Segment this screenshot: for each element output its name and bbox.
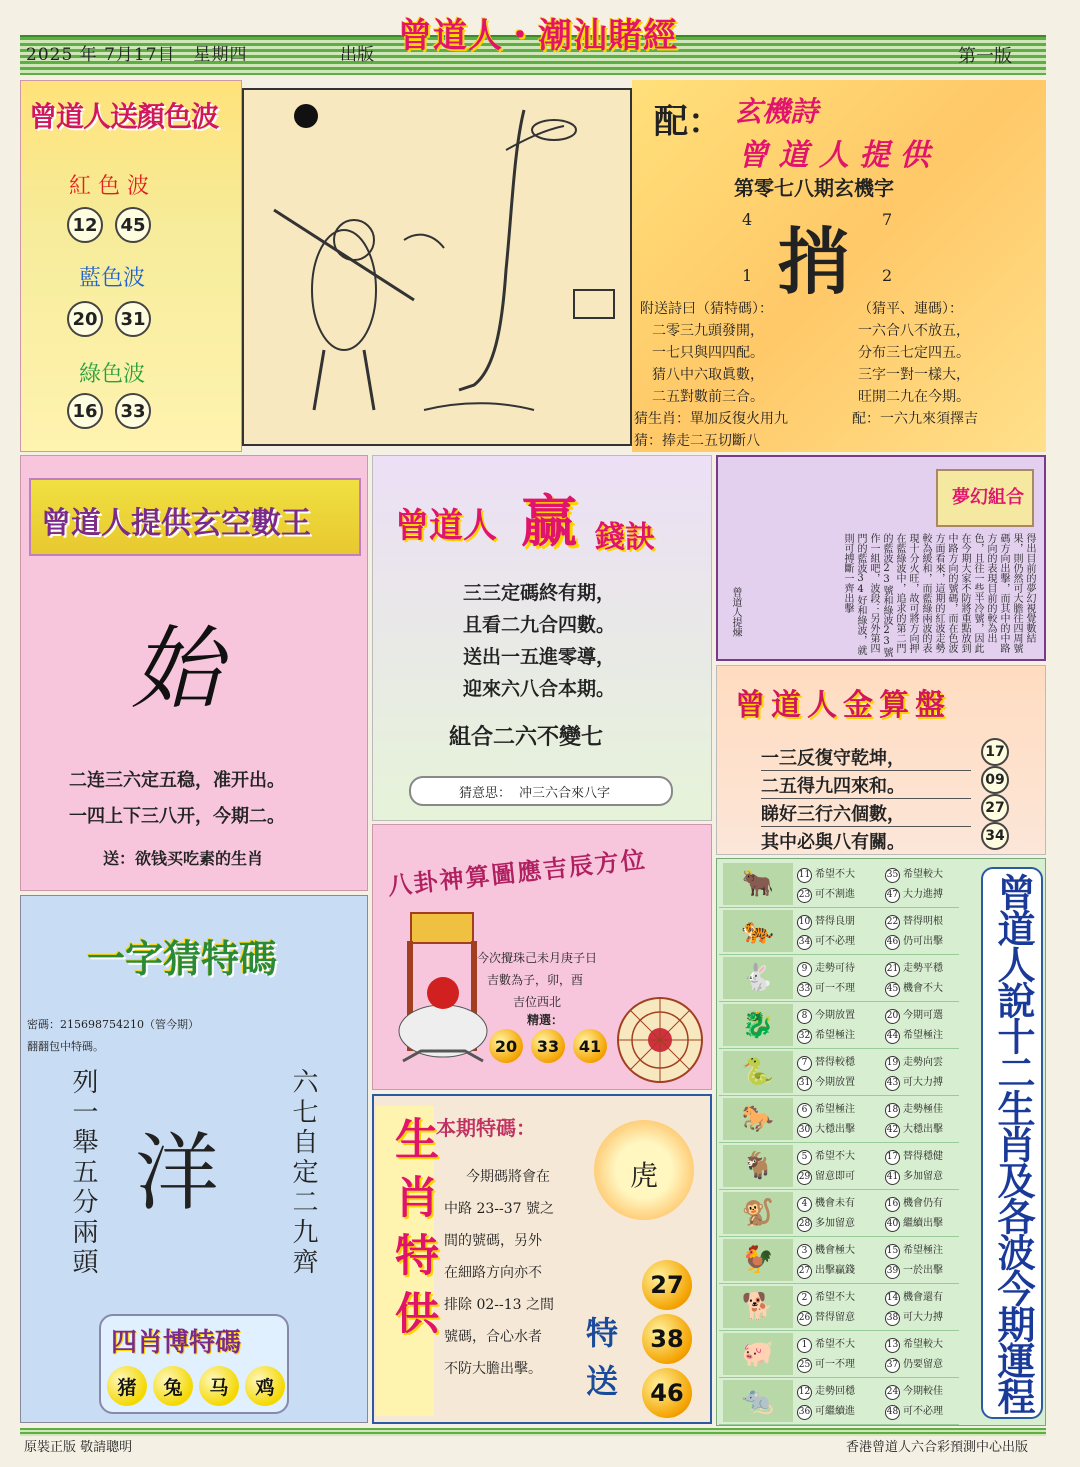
right-poem-line: 旺開二九在今期。 (858, 389, 970, 405)
zodiac-text: 走勢回穩 (815, 1386, 855, 1397)
zodiac-number: 47 (885, 888, 900, 903)
zodiac-cell (797, 912, 855, 930)
right-poem-line: 一六合八不放五， (858, 323, 970, 339)
zodiac-number: 3 (797, 1244, 812, 1259)
abacus-title: 曾道人金算盤 (735, 688, 951, 723)
zodiac-cell (797, 1100, 855, 1118)
bagua-panel (372, 824, 712, 1090)
zodiac-number: 30 (797, 1123, 812, 1138)
zodiac-text: 希望較大 (903, 1339, 943, 1350)
zodiac-row (719, 1284, 959, 1331)
win-line: 迎來六八合本期。 (463, 678, 616, 700)
bagua-pick-ball: 20 (489, 1029, 523, 1063)
ox-icon: 🐂 (723, 863, 793, 905)
zodiac-cell (885, 1120, 943, 1138)
zodiac-number: 34 (797, 935, 812, 950)
zodiac-cell (885, 979, 943, 997)
provider-label: 曾 道 人 提 供 (738, 138, 930, 173)
zodiac-text: 機會未有 (815, 1198, 855, 1209)
xuankong-panel (20, 455, 368, 891)
zodiac-cell (885, 885, 943, 903)
one-char-title: 一字猜特碼 (87, 936, 278, 981)
zodiac-text: 可大力搏 (903, 1312, 943, 1323)
animal-special-panel (372, 1094, 712, 1424)
xuankong-line-2: 一四上下三八开，今期二。 (69, 806, 285, 827)
zodiac-text: 機會極大 (815, 1245, 855, 1256)
zodiac-row (719, 908, 959, 955)
zodiac-number: 39 (885, 1264, 900, 1279)
zodiac-text: 希望不大 (815, 869, 855, 880)
poem-panel (632, 80, 1046, 452)
special-text: 排除 02--13 之間 (444, 1297, 554, 1313)
zodiac-cell (885, 1026, 943, 1044)
zodiac-number: 36 (797, 1405, 812, 1420)
zodiac-title: 曾道人說十二生肖及各波今期運程 (991, 873, 1036, 1413)
zodiac-text: 大穩出擊 (903, 1124, 943, 1135)
left-poem-line: 一七只與四四配。 (652, 345, 764, 361)
zodiac-cell (885, 1100, 943, 1118)
four-animal-ball: 猪 (107, 1366, 147, 1406)
sketch-illustration (242, 88, 632, 446)
left-poem-line: 猜八中六取眞數， (652, 367, 764, 383)
zodiac-cell (797, 885, 855, 903)
zodiac-cell (797, 1006, 855, 1024)
zodiac-text: 希望不大 (815, 1292, 855, 1303)
zodiac-cell (797, 1053, 855, 1071)
zodiac-number: 38 (885, 1311, 900, 1326)
zodiac-text: 替得良朋 (815, 916, 855, 927)
footer-right: 香港曾道人六合彩預測中心出版 (846, 1440, 1029, 1455)
dream-signature: 曾道人提煉 (730, 587, 741, 637)
bagua-compass-icon (613, 993, 707, 1087)
right-poem-line: 三字一對一樣大， (858, 367, 970, 383)
bagua-line-1: 今次攪珠己未月庚子日 (477, 951, 598, 965)
zodiac-number: 45 (885, 982, 900, 997)
zodiac-cell (797, 1214, 855, 1232)
zodiac-number: 24 (885, 1385, 900, 1400)
bagua-line-2: 吉數為子，卯，酉 (487, 973, 584, 987)
zodiac-row (719, 861, 959, 908)
zodiac-number: 14 (885, 1291, 900, 1306)
zodiac-cell (885, 1288, 943, 1306)
xuankong-line-1: 二连三六定五稳，准开出。 (69, 770, 285, 791)
zodiac-cell (885, 1335, 943, 1353)
zodiac-cell (885, 1214, 943, 1232)
zodiac-text: 走勢極佳 (903, 1104, 943, 1115)
red-ball-1: 12 (67, 207, 103, 243)
zodiac-number: 7 (797, 1056, 812, 1071)
zodiac-number: 19 (885, 1056, 900, 1071)
special-text: 間的號碼，另外 (444, 1233, 542, 1249)
zodiac-row (719, 1190, 959, 1237)
zodiac-text: 走勢可待 (815, 963, 855, 974)
corner-num-bl: 1 (742, 266, 753, 285)
pei-line: 配：一六九來須擇吉 (852, 411, 978, 427)
zodiac-row (719, 1378, 959, 1425)
zodiac-panel (716, 858, 1046, 1426)
zodiac-number: 17 (885, 1150, 900, 1165)
zodiac-text: 仍要留意 (903, 1359, 943, 1370)
zodiac-number: 28 (797, 1217, 812, 1232)
zodiac-text: 希望極注 (815, 1030, 855, 1041)
te-label: 特 (586, 1314, 619, 1352)
zodiac-number: 5 (797, 1150, 812, 1165)
zodiac-row (719, 1331, 959, 1378)
zodiac-number: 29 (797, 1170, 812, 1185)
zodiac-row (719, 1096, 959, 1143)
zodiac-number: 23 (797, 888, 812, 903)
zodiac-number: 43 (885, 1076, 900, 1091)
zodiac-cell (885, 1053, 943, 1071)
zodiac-text: 機會不大 (903, 983, 943, 994)
zodiac-text: 走勢向雲 (903, 1057, 943, 1068)
footer-bar (20, 1428, 1046, 1436)
zodiac-number: 6 (797, 1103, 812, 1118)
zodiac-number: 25 (797, 1358, 812, 1373)
zodiac-number: 41 (885, 1170, 900, 1185)
special-text: 不防大膽出擊。 (444, 1361, 542, 1377)
green-ball-1: 16 (67, 393, 103, 429)
zodiac-number: 48 (885, 1405, 900, 1420)
zodiac-number: 1 (797, 1338, 812, 1353)
bagua-line-3: 吉位西北 (513, 995, 562, 1009)
zodiac-text: 替得穩健 (903, 1151, 943, 1162)
abacus-line: 一三反復守乾坤， (761, 744, 971, 771)
zodiac-text: 大力進搏 (903, 889, 943, 900)
zodiac-cell (885, 1402, 943, 1420)
code-line: 密碼：215698754210（管今期） (27, 1018, 199, 1031)
guess-animal-line: 猜生肖：單加反復火用九 (634, 411, 788, 427)
zodiac-text: 今期可選 (903, 1010, 943, 1021)
zodiac-cell (797, 1167, 855, 1185)
win-title-1: 曾道人 (395, 506, 497, 546)
zodiac-cell (797, 1308, 855, 1326)
left-column-verse: 列一舉五分兩頭 (68, 1068, 98, 1278)
zodiac-text: 機會還有 (903, 1292, 943, 1303)
zodiac-cell (885, 1355, 943, 1373)
zodiac-number: 4 (797, 1197, 812, 1212)
special-num-ball: 27 (642, 1260, 692, 1310)
zodiac-number: 42 (885, 1123, 900, 1138)
zodiac-text: 希望不大 (815, 1151, 855, 1162)
zodiac-text: 替得留意 (815, 1312, 855, 1323)
zodiac-cell (885, 865, 943, 883)
four-animal-title: 四肖博特碼 (111, 1328, 242, 1358)
zodiac-text: 仍可出擊 (903, 936, 943, 947)
zodiac-number: 27 (797, 1264, 812, 1279)
zodiac-cell (885, 1382, 943, 1400)
code-line-2: 翻翻包中特碼。 (27, 1040, 104, 1053)
zodiac-text: 可繼續進 (815, 1406, 855, 1417)
zodiac-number: 35 (885, 868, 900, 883)
zodiac-number: 16 (885, 1197, 900, 1212)
special-text: 今期碼將會在 (466, 1169, 550, 1185)
pei-label: 配： (654, 102, 722, 142)
zodiac-number: 18 (885, 1103, 900, 1118)
zodiac-text: 希望不大 (815, 1339, 855, 1350)
blue-ball-2: 31 (115, 301, 151, 337)
zodiac-cell (797, 1261, 855, 1279)
zodiac-cell (885, 1006, 943, 1024)
zodiac-text: 多加留意 (903, 1171, 943, 1182)
zodiac-cell (797, 1120, 855, 1138)
zodiac-text: 替得較穩 (815, 1057, 855, 1068)
zodiac-row (719, 1002, 959, 1049)
zodiac-number: 31 (797, 1076, 812, 1091)
bagua-pick-ball: 33 (531, 1029, 565, 1063)
mystery-char: 捎 (778, 219, 851, 304)
abacus-num: 17 (981, 738, 1009, 766)
zodiac-cell (797, 1335, 855, 1353)
flower-char: 虎 (630, 1159, 659, 1192)
abacus-panel (716, 665, 1046, 855)
zodiac-text: 希望極注 (903, 1030, 943, 1041)
win-line: 且看二九合四數。 (463, 614, 616, 636)
zodiac-row (719, 1143, 959, 1190)
rat-icon: 🐀 (723, 1380, 793, 1422)
win-title-2: 赢 (521, 489, 577, 555)
color-wave-panel (20, 80, 242, 452)
xuankong-title: 曾道人提供玄空數王 (41, 506, 311, 541)
win-guess-text: 冲三六合來八字 (519, 786, 611, 801)
special-num-ball: 46 (642, 1368, 692, 1418)
zodiac-cell (885, 1167, 943, 1185)
zodiac-number: 44 (885, 1029, 900, 1044)
guess-line: 猜：捧走二五切斷八 (634, 433, 760, 449)
abacus-num: 27 (981, 794, 1009, 822)
pig-icon: 🐖 (723, 1333, 793, 1375)
zodiac-cell (885, 1147, 943, 1165)
zodiac-number: 37 (885, 1358, 900, 1373)
color-wave-title: 曾道人送顏色波 (29, 100, 219, 133)
abacus-num: 34 (981, 822, 1009, 850)
dog-icon: 🐕 (723, 1286, 793, 1328)
snake-icon: 🐍 (723, 1051, 793, 1093)
zodiac-cell (797, 1147, 855, 1165)
green-wave-label: 綠色波 (79, 362, 146, 387)
right-poem-head: （猜平、連碼）： (858, 301, 963, 317)
footer-left: 原裝正版 敬請聰明 (24, 1440, 133, 1455)
zodiac-text: 可一不理 (815, 983, 855, 994)
zodiac-text: 今期放置 (815, 1077, 855, 1088)
zodiac-cell (885, 1073, 943, 1091)
rabbit-icon: 🐇 (723, 957, 793, 999)
xuankong-line-3: 送：欲钱买吃素的生肖 (103, 849, 264, 868)
zodiac-cell (797, 932, 855, 950)
zodiac-text: 機會仍有 (903, 1198, 943, 1209)
zodiac-text: 希望極注 (903, 1245, 943, 1256)
tiger-icon: 🐅 (723, 910, 793, 952)
dream-title: 夢幻組合 (952, 487, 1024, 508)
zodiac-cell (797, 1288, 855, 1306)
special-text: 中路 23--37 號之 (444, 1201, 554, 1217)
left-poem-line: 二零三九頭發開， (652, 323, 764, 339)
xuanji-label: 玄機詩 (734, 95, 819, 128)
big-char: 洋 (135, 1124, 220, 1222)
zodiac-cell (797, 1026, 855, 1044)
left-poem-line: 二五對數前三合。 (652, 389, 764, 405)
zodiac-number: 10 (797, 915, 812, 930)
zodiac-text: 可一不理 (815, 1359, 855, 1370)
abacus-line: 二五得九四來和。 (761, 772, 971, 799)
zodiac-number: 12 (797, 1385, 812, 1400)
zodiac-cell (885, 1261, 943, 1279)
zodiac-row (719, 1237, 959, 1284)
zodiac-text: 一於出擊 (903, 1265, 943, 1276)
zodiac-text: 出擊贏錢 (815, 1265, 855, 1276)
zodiac-cell (885, 932, 943, 950)
four-animal-ball: 兔 (153, 1366, 193, 1406)
zodiac-text: 可不割進 (815, 889, 855, 900)
zodiac-cell (885, 1241, 943, 1259)
green-ball-2: 33 (115, 393, 151, 429)
four-animal-ball: 鸡 (245, 1366, 285, 1406)
issue-date: 2025 年 7月17日 星期四 (26, 45, 248, 65)
zodiac-number: 33 (797, 982, 812, 997)
zodiac-cell (885, 1308, 943, 1326)
monkey-icon: 🐒 (723, 1192, 793, 1234)
special-num-ball: 38 (642, 1314, 692, 1364)
red-ball-2: 45 (115, 207, 151, 243)
zodiac-number: 9 (797, 962, 812, 977)
bagua-pick-label: 精選： (527, 1013, 564, 1027)
zodiac-row (719, 955, 959, 1002)
zodiac-text: 走勢平穩 (903, 963, 943, 974)
zodiac-cell (797, 1194, 855, 1212)
right-column-verse: 六七自定二九齊 (288, 1068, 318, 1278)
zodiac-cell (797, 865, 855, 883)
zodiac-number: 8 (797, 1009, 812, 1024)
zodiac-number: 26 (797, 1311, 812, 1326)
zodiac-cell (797, 1073, 855, 1091)
zodiac-cell (797, 1355, 855, 1373)
publish-label: 出版 (340, 45, 374, 65)
zodiac-cell (797, 979, 855, 997)
special-text: 在細路方向亦不 (444, 1265, 542, 1281)
corner-num-tl: 4 (742, 210, 753, 229)
zodiac-text: 多加留意 (815, 1218, 855, 1229)
zodiac-number: 21 (885, 962, 900, 977)
zodiac-cell (797, 1402, 855, 1420)
general-on-horse-icon (391, 911, 501, 1081)
blue-ball-1: 20 (67, 301, 103, 337)
win-guess-label: 猜意思： (459, 786, 512, 801)
abacus-line: 睇好三行六個數， (761, 800, 971, 827)
zodiac-number: 32 (797, 1029, 812, 1044)
zodiac-cell (885, 1194, 943, 1212)
zodiac-number: 13 (885, 1338, 900, 1353)
win-title-3: 錢訣 (595, 520, 655, 555)
abacus-num: 09 (981, 766, 1009, 794)
zodiac-row (719, 1049, 959, 1096)
zodiac-number: 22 (885, 915, 900, 930)
farmer-sketch-icon (244, 90, 632, 446)
page-title: 曾道人・潮汕賭經 (398, 16, 678, 56)
song-label: 送 (586, 1362, 619, 1400)
zodiac-text: 可不必理 (903, 1406, 943, 1417)
zodiac-number: 20 (885, 1009, 900, 1024)
corner-num-tr: 7 (882, 210, 893, 229)
zodiac-number: 11 (797, 868, 812, 883)
zodiac-cell (885, 912, 943, 930)
period-label: 第零七八期玄機字 (734, 176, 894, 200)
one-char-panel (20, 895, 368, 1423)
red-wave-label: 紅 色 波 (69, 174, 149, 199)
zodiac-text: 繼續出擊 (903, 1218, 943, 1229)
win-line: 送出一五進零導， (463, 646, 616, 668)
dream-panel (716, 455, 1046, 661)
zodiac-text: 留意即可 (815, 1171, 855, 1182)
zodiac-number: 2 (797, 1291, 812, 1306)
zodiac-text: 今期較佳 (903, 1386, 943, 1397)
zodiac-text: 大穩出擊 (815, 1124, 855, 1135)
zodiac-text: 替得明根 (903, 916, 943, 927)
edition-label: 第一版 (958, 46, 1012, 67)
bagua-title: 八卦神算圖應吉辰方位 (386, 844, 649, 901)
special-head: 本期特碼： (436, 1116, 536, 1140)
zodiac-cell (797, 1241, 855, 1259)
corner-num-br: 2 (882, 266, 893, 285)
zodiac-text: 希望極注 (815, 1104, 855, 1115)
rooster-icon: 🐓 (723, 1239, 793, 1281)
right-poem-line: 分布三七定四五。 (858, 345, 970, 361)
left-poem-head: 附送詩曰（猜特碼）： (640, 301, 773, 317)
four-animal-ball: 马 (199, 1366, 239, 1406)
special-text: 號碼，合心水者 (444, 1329, 542, 1345)
xuankong-sign: 始 (131, 617, 221, 722)
zodiac-text: 今期放置 (815, 1010, 855, 1021)
zodiac-number: 46 (885, 935, 900, 950)
bagua-pick-ball: 41 (573, 1029, 607, 1063)
win-money-panel (372, 455, 712, 821)
zodiac-text: 可大力搏 (903, 1077, 943, 1088)
zodiac-cell (797, 1382, 855, 1400)
horse-icon: 🐎 (723, 1098, 793, 1140)
dragon-icon: 🐉 (723, 1004, 793, 1046)
goat-icon: 🐐 (723, 1145, 793, 1187)
zodiac-text: 希望較大 (903, 869, 943, 880)
zodiac-number: 15 (885, 1244, 900, 1259)
blue-wave-label: 藍色波 (79, 266, 146, 291)
zodiac-cell (797, 959, 855, 977)
zodiac-cell (885, 959, 943, 977)
win-combo: 組合二六不變七 (449, 724, 604, 750)
zodiac-number: 40 (885, 1217, 900, 1232)
zodiac-list (719, 859, 965, 1426)
win-line: 三三定碼終有期， (463, 582, 616, 604)
dream-text: 得出目前的夢幻視覺數結果，則仍然可大膽往四周號碼方向出擊，而其中的中路方向的表現目前的較為出色，且往一些半冷號，因此在今期大家不防將重點放到中路方向的號碼，而在色波方面看來，這期的紅波走勢較為緩和，而藍綠兩波的表現十分火旺，故可將方向押在藍綠波中，追求的第二門的藍波23號和綠波23號作一組吧，波段：另外第四門的藍波34好和綠波，就則可搏斷一齊出擊 (842, 533, 1035, 657)
side-banner-text: 生肖特供 (387, 1116, 438, 1348)
abacus-line: 其中必與八有關。 (761, 828, 971, 855)
zodiac-text: 可不必理 (815, 936, 855, 947)
